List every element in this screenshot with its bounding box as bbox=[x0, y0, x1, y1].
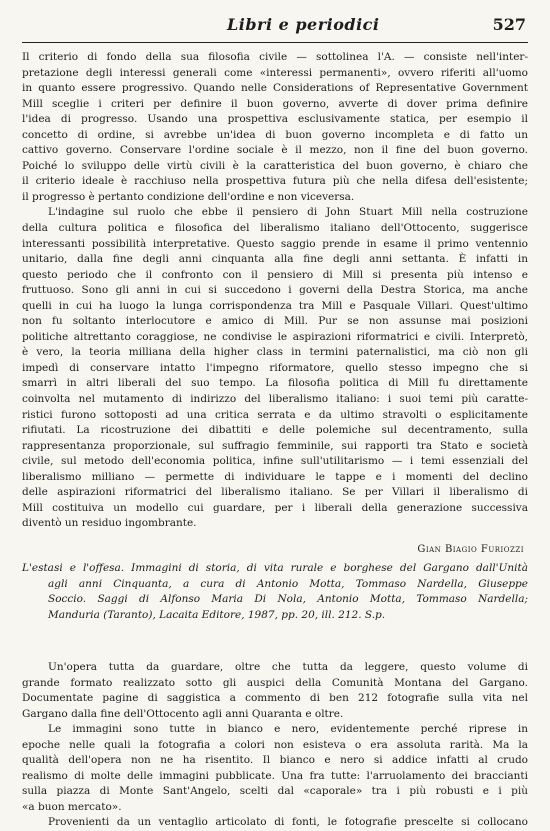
text-line: epoche nelle quali la fotografia a colori non esisteva o era assoluta rarità. Ma la bbox=[22, 738, 528, 751]
article-body bbox=[22, 50, 528, 558]
running-header bbox=[22, 14, 528, 43]
text-line: grande formato realizzato sotto gli auspici della Comunità Montana del Gargano. bbox=[22, 676, 528, 689]
text-line: l'idea di progresso. Usando una prospettiva esclusivamente statica, per esempio il bbox=[22, 113, 528, 126]
review-heading bbox=[22, 561, 528, 623]
text-line: in quanto essere progressivo. Quando nelle Considerations of Representative Government bbox=[22, 82, 528, 95]
text-line: concetto di ordine, si avrebbe un'idea di buon governo incompleta e di fatto un bbox=[22, 128, 528, 141]
text-line: fruttuoso. Sono gli anni in cui si succedono i governi della Destra Storica, ma anche bbox=[22, 284, 528, 297]
heading-line: agli anni Cinquanta, a cura di Antonio Motta, Tommaso Nardella, Giuseppe bbox=[48, 577, 528, 590]
text-line: interessanti possibilità interpretative. Questo saggio prende in esame il primo ventennio bbox=[22, 237, 528, 250]
text-line: rifiutati. La ricostruzione dei dibattiti e delle polemiche sul decentramento, sulla bbox=[22, 424, 528, 437]
text-line: pretazione degli interessi generali come «interessi permanenti», ovvero riferiti all'uomo bbox=[22, 66, 528, 79]
heading-line: Soccio. Saggi di Alfonso Maria Di Nola, Antonio Motta, Tommaso Nardella; bbox=[48, 593, 528, 606]
page-number: 527 bbox=[492, 15, 526, 34]
text-line: della cultura politica e filosofica del liberalismo italiano dell'Ottocento, suggerisce bbox=[22, 222, 528, 235]
text-line: quelli in cui ha luogo la lunga corrispondenza tra Mill e Pasquale Villari. Quest'ultimo bbox=[22, 299, 528, 312]
paragraph-1 bbox=[22, 50, 528, 205]
text-line: Un'opera tutta da guardare, oltre che tutta da leggere, questo volume di bbox=[48, 661, 528, 673]
review-body bbox=[22, 660, 528, 831]
review-paragraph-3 bbox=[22, 815, 528, 831]
text-line: civile, sul metodo dell'economia politica, infine sull'utilitarismo — i temi essenziali del bbox=[22, 455, 528, 468]
text-line: qualità dell'opera non ne ha risentito. Il bianco e nero si addice infatti al crudo bbox=[22, 754, 528, 767]
paragraph-2 bbox=[22, 205, 528, 531]
text-line: Mill sceglie i criteri per definire il buon governo, avverte di dover prima definire bbox=[22, 97, 528, 110]
text-line: rappresentanza proporzionale, sul suffragio femminile, sui rapporti tra Stato e società bbox=[22, 439, 528, 452]
text-line: «a buon mercato». bbox=[22, 800, 122, 813]
text-line: Documentate pagine di saggistica a commento di ben 212 fotografie sulla vita nel bbox=[22, 692, 528, 705]
text-line: politiche altrettanto coraggiose, ne condivise le aspirazioni riformatrici e civili. Interpretò, bbox=[22, 330, 528, 343]
text-line: Provenienti da un ventaglio articolato di fonti, le fotografie prescelte si collocano bbox=[48, 816, 528, 829]
text-line: Gargano dalla fine dell'Ottocento agli anni Quaranta e oltre. bbox=[22, 707, 344, 720]
text-line: il criterio ideale è racchiuso nella prospettiva futura più che nella difesa dell'esistente; bbox=[22, 175, 528, 188]
text-line: il progresso è pertanto condizione dell'ordine e non viceversa. bbox=[22, 190, 355, 203]
text-line: Poiché lo sviluppo delle virtù civili è la caratteristica del buon governo, è chiaro che bbox=[22, 159, 528, 172]
text-line: cattivo governo. Conservare l'ordine sociale è il mezzo, non il fine del buon governo. bbox=[22, 144, 528, 157]
text-line: L'indagine sul ruolo che ebbe il pensiero di John Stuart Mill nella costruzione bbox=[48, 206, 528, 219]
text-line: ristici furono sottoposti ad una critica serrata e da ultimo stravolti o esplicitamente bbox=[22, 408, 528, 421]
text-line: diventò un residuo ingombrante. bbox=[22, 517, 197, 530]
text-line: Mill costituiva un modello cui guardare, per i liberali della generazione successiva bbox=[22, 501, 528, 514]
text-line: smarrì in altri liberali del suo tempo. La filosofia politica di Mill fu direttamente bbox=[22, 377, 528, 390]
heading-line: L'estasi e l'offesa. Immagini di storia, di vita rurale e borghese del Gargano dall'Unità bbox=[22, 562, 528, 574]
text-line: Il criterio di fondo della sua filosofia civile — sottolinea l'A. — consiste nell'inter- bbox=[22, 51, 528, 63]
running-title: Libri e periodici bbox=[227, 15, 380, 34]
text-line: questo periodo che il confronto con il pensiero di Mill si presenta più intenso e bbox=[22, 268, 528, 281]
review-paragraph-1 bbox=[22, 660, 528, 722]
text-line: sulla piazza di Monte Sant'Angelo, scelti dal «caporale» tra i più robusti e i più bbox=[22, 785, 528, 798]
text-line: impedì di conservare intatto l'impegno riformatore, quello stesso impegno che si bbox=[22, 361, 528, 374]
review-paragraph-2 bbox=[22, 722, 528, 815]
author-signature: Gian Biagio Furiozzi bbox=[417, 543, 524, 555]
heading-line: Manduria (Taranto), Lacaita Editore, 1987, pp. 20, ill. 212. S.p. bbox=[48, 608, 386, 621]
text-line: coinvolta nel mutamento di indirizzo del liberalismo italiano: i suoi temi più caratte- bbox=[22, 393, 528, 406]
text-line: liberalismo milliano — permette di individuare le tappe e i momenti del declino bbox=[22, 470, 528, 483]
text-line: unitario, dalla fine degli anni cinquanta alla fine degli anni settanta. È infatti in bbox=[22, 253, 528, 266]
text-line: Le immagini sono tutte in bianco e nero, evidentemente perché riprese in bbox=[48, 723, 528, 736]
text-line: realismo di molte delle immagini pubblicate. Una fra tutte: l'arruolamento dei braccianti bbox=[22, 769, 528, 782]
text-line: delle aspirazioni riformatrici del liberalismo italiano. Se per Villari il liberalismo di bbox=[22, 486, 528, 499]
text-line: è vero, la teoria milliana della higher class in termini paternalistici, ma ciò non gli bbox=[22, 346, 528, 359]
text-line: non fu soltanto interlocutore e amico di Mill. Pur se non assunse mai posizioni bbox=[22, 315, 528, 328]
